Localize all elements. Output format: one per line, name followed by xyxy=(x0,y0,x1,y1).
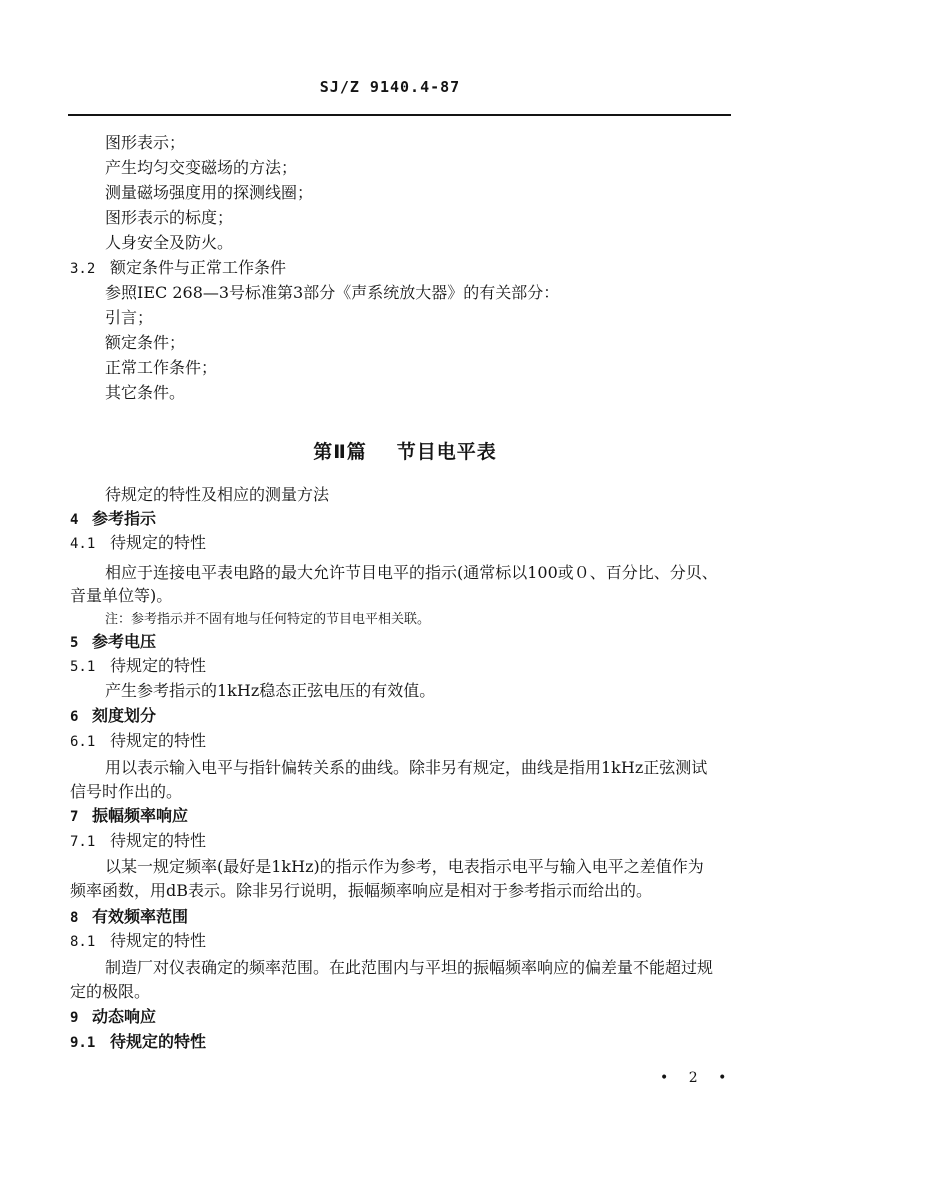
section-number: 7 xyxy=(70,809,79,825)
page-number: • 2 • xyxy=(660,1070,735,1086)
section-number: 9 xyxy=(70,1010,79,1026)
subsection-heading xyxy=(70,656,206,677)
subsection-number: 5.1 xyxy=(70,659,96,675)
subsection-heading xyxy=(70,258,286,279)
paragraph-line: 用以表示输入电平与指针偏转关系的曲线。除非另有规定，曲线是指用1kHz正弦测试 xyxy=(105,758,708,777)
list-item: 图形表示； xyxy=(105,133,186,152)
section-heading xyxy=(70,509,156,530)
section-title: 振幅频率响应 xyxy=(92,806,189,825)
subsection-heading xyxy=(70,831,206,852)
section-title: 参考电压 xyxy=(92,632,157,651)
subsection-title: 待规定的特性 xyxy=(110,831,207,850)
section-number: 8 xyxy=(70,910,79,926)
part-intro: 待规定的特性及相应的测量方法 xyxy=(105,485,330,504)
paragraph-line: 定的极限。 xyxy=(70,982,151,1001)
paragraph-line: 音量单位等)。 xyxy=(70,586,173,605)
paragraph-line: 制造厂对仪表确定的频率范围。在此范围内与平坦的振幅频率响应的偏差量不能超过规 xyxy=(105,958,714,977)
subsection-number: 8.1 xyxy=(70,934,96,950)
paragraph-line: 产生参考指示的1kHz稳态正弦电压的有效值。 xyxy=(105,681,436,700)
list-item: 测量磁场强度用的探测线圈； xyxy=(105,183,314,202)
subsection-heading xyxy=(70,731,206,752)
subsection-heading xyxy=(70,931,206,952)
subsection-heading xyxy=(70,1032,206,1053)
list-item: 正常工作条件； xyxy=(105,358,218,377)
section-title: 动态响应 xyxy=(92,1007,157,1026)
list-item: 人身安全及防火。 xyxy=(105,233,234,252)
list-item: 额定条件； xyxy=(105,333,186,352)
paragraph-line: 参照IEC 268—3号标准第3部分《声系统放大器》的有关部分： xyxy=(105,283,560,302)
list-item: 产生均匀交变磁场的方法； xyxy=(105,158,298,177)
list-item: 其它条件。 xyxy=(105,383,186,402)
subsection-title: 待规定的特性 xyxy=(110,731,207,750)
paragraph-line: 以某一规定频率(最好是1kHz)的指示作为参考，电表指示电平与输入电平之差值作为 xyxy=(105,857,704,876)
section-title: 参考指示 xyxy=(92,509,157,528)
header-rule xyxy=(68,114,731,116)
part-label: 第Ⅱ篇 xyxy=(313,441,367,463)
subsection-title: 待规定的特性 xyxy=(110,931,207,950)
subsection-heading xyxy=(70,533,206,554)
section-heading xyxy=(70,907,188,928)
subsection-title: 额定条件与正常工作条件 xyxy=(110,258,287,277)
paragraph-line: 频率函数，用dB表示。除非另行说明，振幅频率响应是相对于参考指示而给出的。 xyxy=(70,881,653,900)
section-number: 4 xyxy=(70,512,79,528)
subsection-number: 7.1 xyxy=(70,834,96,850)
document-id-header: SJ/Z 9140.4-87 xyxy=(319,78,461,96)
paragraph-line: 信号时作出的。 xyxy=(70,782,183,801)
subsection-number: 4.1 xyxy=(70,536,96,552)
subsection-title: 待规定的特性 xyxy=(110,656,207,675)
paragraph-line: 相应于连接电平表电路的最大允许节目电平的指示(通常标以100或０、百分比、分贝、 xyxy=(105,563,718,582)
section-heading xyxy=(70,632,156,653)
section-title: 有效频率范围 xyxy=(92,907,189,926)
subsection-number: 9.1 xyxy=(70,1035,96,1051)
list-item: 图形表示的标度； xyxy=(105,208,234,227)
section-heading xyxy=(70,806,188,827)
list-item: 引言； xyxy=(105,308,154,327)
section-heading xyxy=(70,1007,156,1028)
part-name: 节目电平表 xyxy=(396,441,497,463)
subsection-title: 待规定的特性 xyxy=(110,533,207,552)
section-number: 5 xyxy=(70,635,79,651)
subsection-title: 待规定的特性 xyxy=(110,1032,207,1051)
section-number: 6 xyxy=(70,709,79,725)
subsection-number: 6.1 xyxy=(70,734,96,750)
section-title: 刻度划分 xyxy=(92,706,157,725)
part-title xyxy=(0,437,810,464)
subsection-number: 3.2 xyxy=(70,261,96,277)
section-heading xyxy=(70,706,156,727)
note: 注：参考指示并不固有地与任何特定的节目电平相关联。 xyxy=(105,612,431,627)
